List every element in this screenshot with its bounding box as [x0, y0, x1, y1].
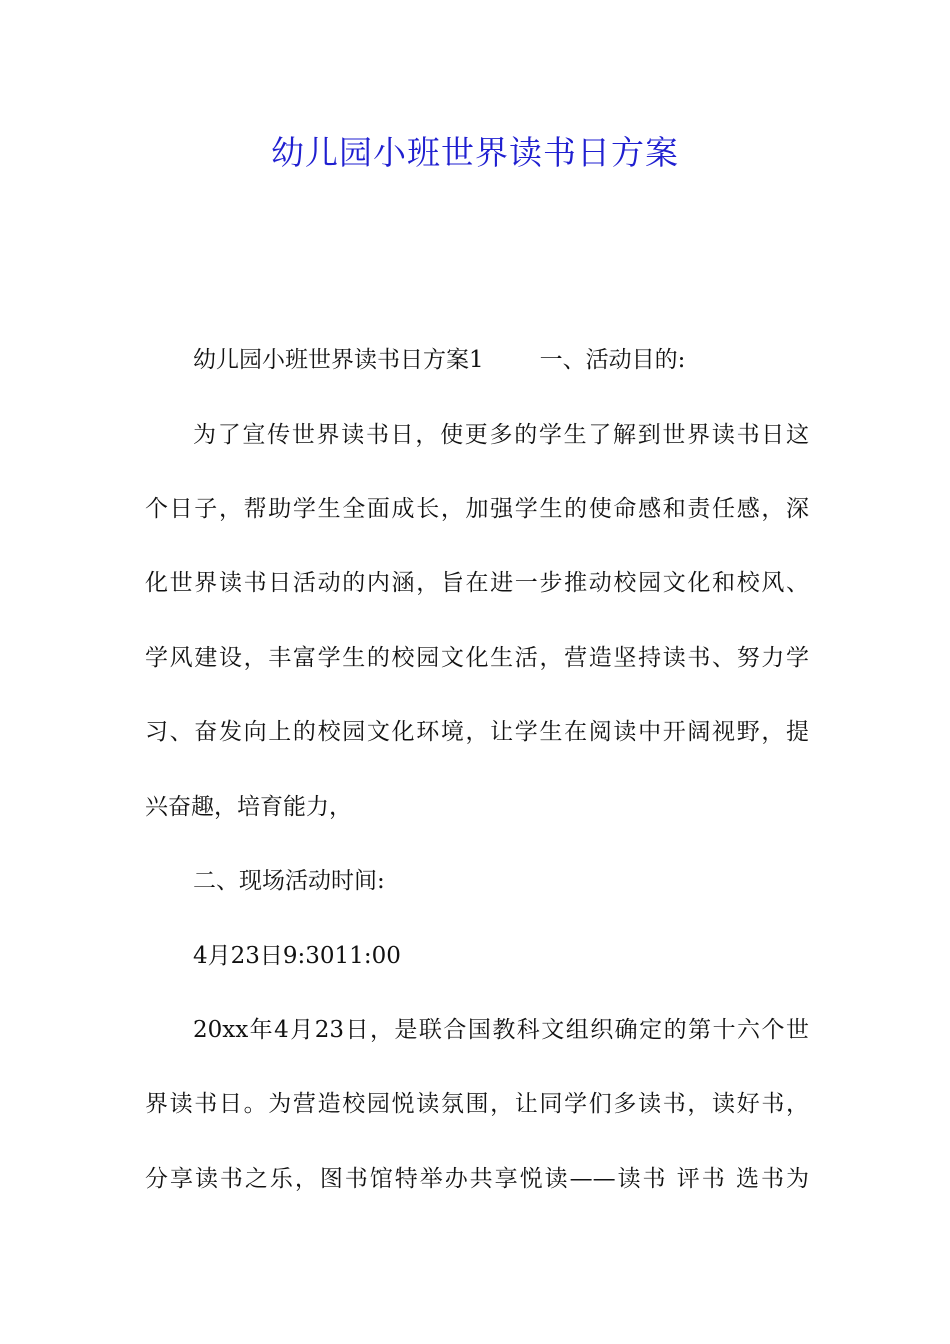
paragraph1-line: 学风建设，丰富学生的校园文化生活，营造坚持读书、努力学 [145, 645, 809, 671]
plan-heading-text: 幼儿园小班世界读书日方案1 [193, 347, 484, 373]
paragraph1-line: 兴奋趣，培育能力， [145, 794, 352, 820]
paragraph2-line: 20xx年4月23日，是联合国教科文组织确定的第十六个世 [193, 1017, 809, 1043]
activity-time: 4月23日9:3011:00 [193, 943, 401, 969]
paragraph1-line: 为了宣传世界读书日，使更多的学生了解到世界读书日这 [193, 422, 809, 448]
paragraph1-line: 习、奋发向上的校园文化环境，让学生在阅读中开阔视野，提 [145, 719, 809, 745]
paragraph1-line: 个日子，帮助学生全面成长，加强学生的使命感和责任感，深 [145, 496, 809, 522]
section1-heading [145, 340, 809, 380]
document-title: 幼儿园小班世界读书日方案 [271, 133, 679, 172]
paragraph2-line: 分享读书之乐，图书馆特举办共享悦读——读书 评书 选书为 [145, 1166, 809, 1192]
paragraph1-line: 化世界读书日活动的内涵，旨在进一步推动校园文化和校风、 [145, 570, 809, 596]
section2-heading: 二、现场活动时间: [193, 868, 385, 894]
objective-heading-text: 一、活动目的: [539, 347, 686, 373]
paragraph2-line: 界读书日。为营造校园悦读氛围，让同学们多读书，读好书， [145, 1091, 809, 1117]
